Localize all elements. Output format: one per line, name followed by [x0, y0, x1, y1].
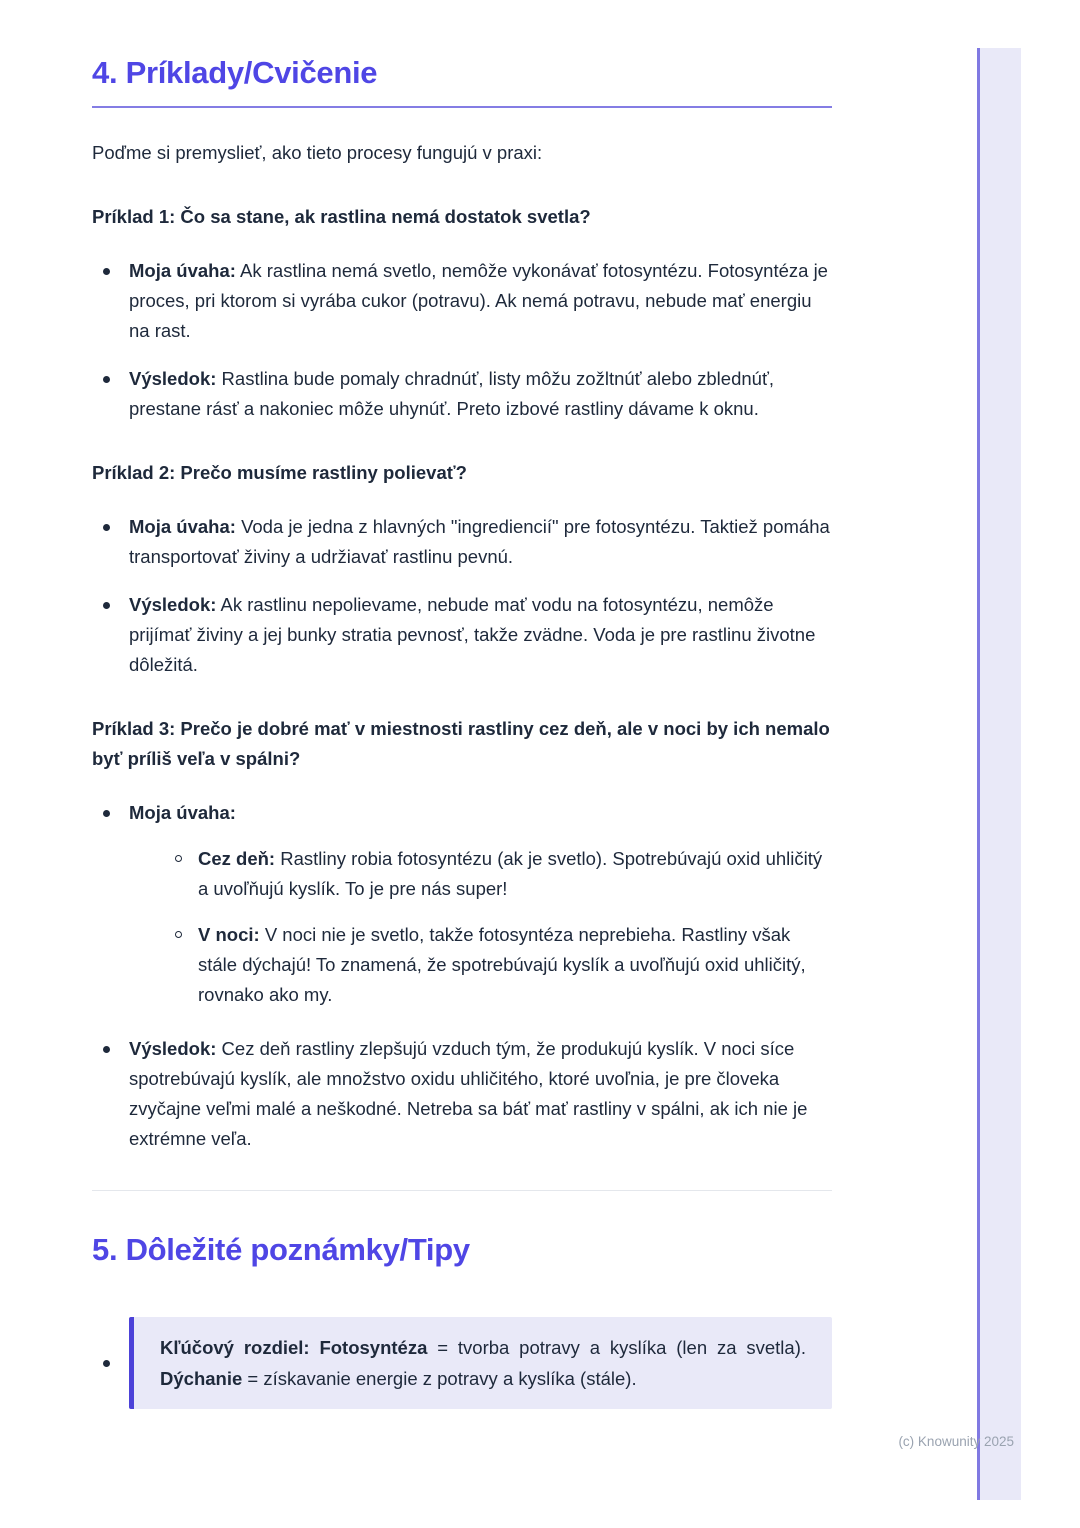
page-edge-strip — [977, 48, 1021, 1500]
bullet-icon — [103, 268, 110, 275]
bullet-icon — [103, 524, 110, 531]
section-4-title: 4. Príklady/Cvičenie — [92, 55, 378, 90]
bullet-lead: Moja úvaha: — [129, 802, 236, 823]
bullet-lead: Výsledok: — [129, 1038, 217, 1059]
bullet-item — [92, 512, 832, 572]
bullet-lead: Výsledok: — [129, 368, 217, 389]
callout-text: = tvorba potravy a kyslíka (len za svetla). — [427, 1337, 806, 1358]
bullet-icon — [103, 810, 110, 817]
bullet-paragraph — [129, 256, 832, 346]
bullet-paragraph — [129, 1034, 832, 1154]
section-divider — [92, 1190, 832, 1191]
callout-item — [92, 1317, 832, 1409]
bullet-lead: Výsledok: — [129, 594, 217, 615]
bullet-lead: Cez deň: — [198, 848, 276, 869]
bullet-item — [92, 256, 832, 346]
bullet-text: V noci nie je svetlo, takže fotosyntéza neprebieha. Rastliny však stále dýchajú! To znamená, že spotrebúvajú kyslík a uvoľňujú oxid uhličitý, rovnako ako my. — [198, 924, 806, 1005]
section-5-title: 5. Dôležité poznámky/Tipy — [92, 1232, 470, 1267]
bullet-text: Rastliny robia fotosyntézu (ak je svetlo). Spotrebúvajú oxid uhličitý a uvoľňujú kyslík. To je pre nás super! — [198, 848, 823, 899]
document-content — [92, 54, 832, 1409]
callout-lead: Dýchanie — [160, 1368, 243, 1389]
bullet-paragraph — [129, 512, 832, 572]
bullet-icon — [103, 1046, 110, 1053]
bullet-paragraph — [129, 590, 832, 680]
callout-box — [129, 1317, 832, 1409]
bullet-lead: V noci: — [198, 924, 260, 945]
copyright-text: (c) Knowunity 2025 — [898, 1434, 1014, 1449]
sub-bullet-icon — [175, 855, 182, 862]
sub-bullet-icon — [175, 931, 182, 938]
bullet-icon — [103, 376, 110, 383]
bullet-lead: Moja úvaha: — [129, 260, 236, 281]
bullet-paragraph — [129, 798, 832, 828]
bullet-icon — [103, 1360, 110, 1367]
bullet-text: Voda je jedna z hlavných "ingrediencií" pre fotosyntézu. Taktiež pomáha transportovať živiny a udržiavať rastlinu pevnú. — [129, 516, 830, 567]
callout-lead: Kľúčový rozdiel: Fotosyntéza — [160, 1337, 428, 1358]
bullet-text: Cez deň rastliny zlepšujú vzduch tým, že produkujú kyslík. V noci síce spotrebúvajú kyslík, ale množstvo oxidu uhličitého, ktoré uvoľnia, je pre človeka zvyčajne veľmi malé a neškodné. Netreba sa báť mať rastliny v spálni, ak ich nie je extrémne veľa. — [129, 1038, 808, 1149]
bullet-text: Ak rastlinu nepolievame, nebude mať vodu na fotosyntézu, nemôže prijímať živiny a jej bunky stratia pevnosť, takže zvädne. Voda je pre rastlinu životne dôležitá. — [129, 594, 816, 675]
bullet-item — [92, 590, 832, 680]
sub-bullet-item — [162, 844, 832, 904]
sub-bullet-item — [162, 920, 832, 1010]
bullet-paragraph — [198, 844, 832, 904]
callout-text: = získavanie energie z potravy a kyslíka (stále). — [242, 1368, 637, 1389]
heading-underline — [92, 106, 832, 108]
bullet-text: Rastlina bude pomaly chradnúť, listy môžu zožltnúť alebo zblednúť, prestane rásť a nakoniec môže uhynúť. Preto izbové rastliny dávame k oknu. — [129, 368, 775, 419]
bullet-paragraph — [129, 364, 832, 424]
bullet-text: Ak rastlina nemá svetlo, nemôže vykonávať fotosyntézu. Fotosyntéza je proces, pri ktorom si vyrába cukor (potravu). Ak nemá potravu, nebude mať energiu na rast. — [129, 260, 828, 341]
example-3-heading: Príklad 3: Prečo je dobré mať v miestnosti rastliny cez deň, ale v noci by ich nemalo byť príliš veľa v spálni? — [92, 718, 830, 769]
example-2-heading: Príklad 2: Prečo musíme rastliny polievať? — [92, 462, 467, 483]
example-3-list — [92, 798, 832, 1154]
intro-paragraph: Poďme si premyslieť, ako tieto procesy fungujú v praxi: — [92, 142, 543, 163]
bullet-paragraph — [198, 920, 832, 1010]
example-1-list — [92, 256, 832, 424]
example-2-list — [92, 512, 832, 680]
bullet-item — [92, 798, 832, 1010]
bullet-icon — [103, 602, 110, 609]
bullet-item — [92, 364, 832, 424]
bullet-item — [92, 1034, 832, 1154]
example-1-heading: Príklad 1: Čo sa stane, ak rastlina nemá dostatok svetla? — [92, 206, 591, 227]
bullet-lead: Moja úvaha: — [129, 516, 236, 537]
